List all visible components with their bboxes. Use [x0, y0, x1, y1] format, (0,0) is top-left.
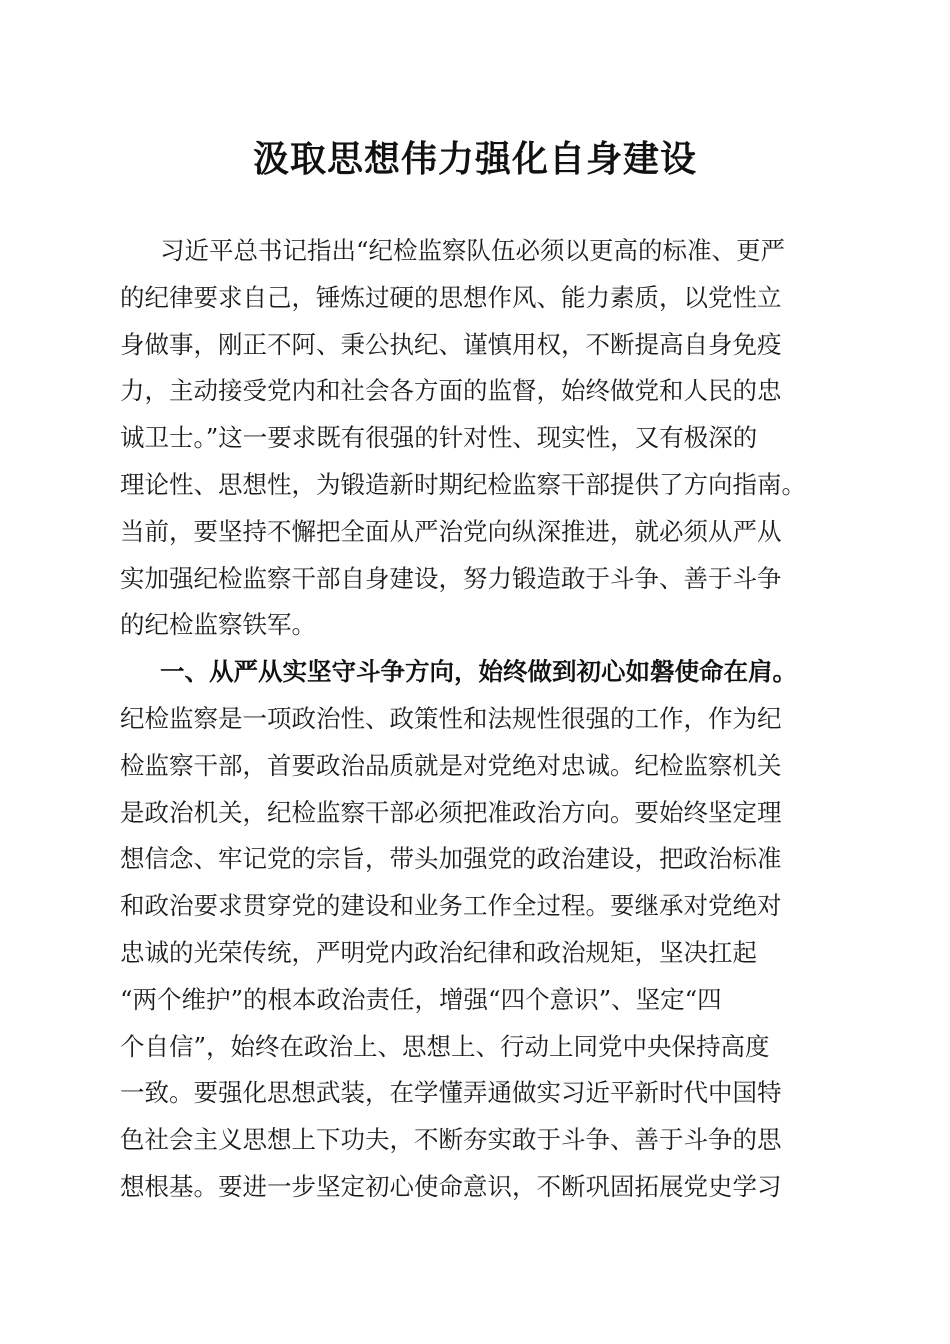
paragraph-line: 诚卫士。”这一要求既有很强的针对性、现实性，又有极深的 [120, 423, 758, 453]
paragraph-line: 的纪律要求自己，锤炼过硬的思想作风、能力素质，以党性立 [120, 282, 782, 312]
paragraph-line: 力，主动接受党内和社会各方面的监督，始终做党和人民的忠 [120, 376, 782, 406]
section-heading: 一、从严从实坚守斗争方向，始终做到初心如磐使命在肩。 [160, 657, 797, 687]
paragraph-line: 检监察干部，首要政治品质就是对党绝对忠诚。纪检监察机关 [120, 750, 782, 780]
paragraph-line: 身做事，刚正不阿、秉公执纪、谨慎用权，不断提高自身免疫 [120, 329, 782, 359]
paragraph-line: 色社会主义思想上下功夫，不断夯实敢于斗争、善于斗争的思 [120, 1125, 782, 1155]
paragraph-line: 当前，要坚持不懈把全面从严治党向纵深推进，就必须从严从 [120, 516, 782, 546]
document-body [120, 228, 840, 1211]
paragraph-line: 忠诚的光荣传统，严明党内政治纪律和政治规矩，坚决扛起 [120, 937, 757, 967]
paragraph-line: 理论性、思想性，为锻造新时期纪检监察干部提供了方向指南。 [120, 469, 806, 499]
paragraph-line: “两个维护”的根本政治责任，增强“四个意识”、坚定“四 [120, 984, 722, 1014]
paragraph-line: 想信念、牢记党的宗旨，带头加强党的政治建设，把政治标准 [120, 844, 782, 874]
paragraph-line: 一致。要强化思想武装，在学懂弄通做实习近平新时代中国特 [120, 1078, 782, 1108]
paragraph-line: 个自信”，始终在政治上、思想上、行动上同党中央保持高度 [120, 1031, 770, 1061]
paragraph-line: 实加强纪检监察干部自身建设，努力锻造敢于斗争、善于斗争 [120, 563, 782, 593]
paragraph-line: 是政治机关，纪检监察干部必须把准政治方向。要始终坚定理 [120, 797, 782, 827]
paragraph-line: 纪检监察是一项政治性、政策性和法规性很强的工作，作为纪 [120, 703, 782, 733]
paragraph-line: 的纪检监察铁军。 [120, 610, 316, 640]
paragraph-line: 和政治要求贯穿党的建设和业务工作全过程。要继承对党绝对 [120, 891, 782, 921]
paragraph-line: 想根基。要进一步坚定初心使命意识，不断巩固拓展党史学习 [120, 1171, 782, 1201]
document-title: 汲取思想伟力强化自身建设 [252, 138, 697, 180]
paragraph-line: 习近平总书记指出“纪检监察队伍必须以更高的标准、更严 [160, 236, 786, 265]
